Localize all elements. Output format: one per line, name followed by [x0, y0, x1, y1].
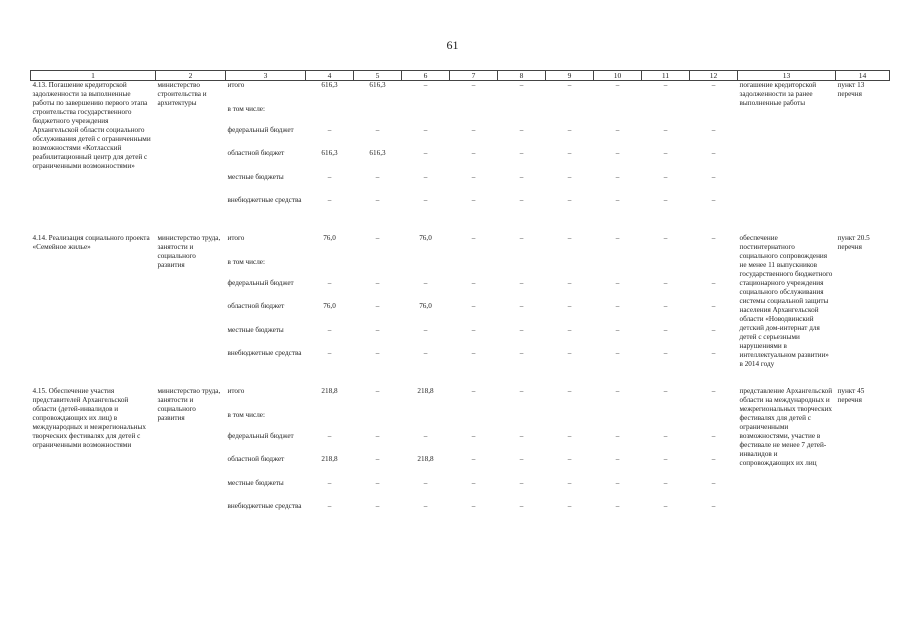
- amount-cell: –: [615, 502, 620, 510]
- amount-cell: –: [567, 279, 572, 287]
- amount-cell: [402, 105, 450, 126]
- amount-cell: –: [615, 326, 620, 334]
- amount-cell: –: [615, 349, 620, 357]
- amount-cell: –: [615, 126, 620, 134]
- funding-source-label: внебюджетные средства: [227, 196, 302, 204]
- amount-cell: –: [519, 349, 524, 357]
- amount-cell: –: [567, 126, 572, 134]
- amount-cell: –: [519, 326, 524, 334]
- amount-cell: –: [423, 81, 428, 89]
- executor-cell: министерство труда, занятости и социального развития: [157, 234, 221, 269]
- amount-cell: –: [567, 326, 572, 334]
- column-header: 12: [690, 71, 738, 81]
- amount-cell: [546, 411, 594, 432]
- amount-cell: –: [471, 326, 476, 334]
- amount-cell: 76,0: [323, 302, 336, 310]
- amount-cell: –: [567, 455, 572, 463]
- amount-cell: –: [423, 196, 428, 204]
- amount-cell: [546, 105, 594, 126]
- amount-cell: [690, 105, 738, 126]
- amount-cell: 616,3: [321, 81, 338, 89]
- amount-cell: –: [471, 126, 476, 134]
- amount-cell: [498, 105, 546, 126]
- funding-source-label: федеральный бюджет: [227, 279, 294, 287]
- amount-cell: –: [375, 173, 380, 181]
- amount-cell: –: [471, 455, 476, 463]
- funding-source-label: в том числе:: [227, 258, 265, 266]
- amount-cell: –: [711, 502, 716, 510]
- amount-cell: –: [519, 234, 524, 242]
- amount-cell: –: [711, 349, 716, 357]
- amount-cell: –: [327, 326, 332, 334]
- funding-source-label: итого: [227, 81, 245, 89]
- funding-source-label: федеральный бюджет: [227, 432, 294, 440]
- amount-cell: 616,3: [369, 81, 386, 89]
- amount-cell: –: [567, 502, 572, 510]
- amount-cell: –: [615, 479, 620, 487]
- amount-cell: –: [327, 349, 332, 357]
- reference-cell: пункт 13 перечня: [837, 81, 865, 98]
- amount-cell: –: [663, 302, 668, 310]
- amount-cell: –: [711, 81, 716, 89]
- amount-cell: [546, 258, 594, 279]
- amount-cell: [402, 258, 450, 279]
- amount-cell: –: [375, 326, 380, 334]
- funding-row: [31, 81, 890, 106]
- amount-cell: –: [711, 173, 716, 181]
- amount-cell: –: [567, 149, 572, 157]
- amount-cell: [642, 258, 690, 279]
- executor-cell: министерство труда, занятости и социального развития: [157, 387, 221, 422]
- amount-cell: –: [615, 196, 620, 204]
- amount-cell: –: [327, 196, 332, 204]
- executor-cell: министерство строительства и архитектуры: [157, 81, 207, 107]
- amount-cell: –: [567, 196, 572, 204]
- amount-cell: –: [711, 126, 716, 134]
- amount-cell: [498, 411, 546, 432]
- funding-source-label: областной бюджет: [227, 149, 285, 157]
- amount-cell: [354, 411, 402, 432]
- amount-cell: –: [663, 432, 668, 440]
- spacer-cell: [31, 373, 890, 387]
- funding-source-label: областной бюджет: [227, 302, 285, 310]
- funding-source-label: местные бюджеты: [227, 173, 284, 181]
- amount-cell: –: [711, 196, 716, 204]
- amount-cell: –: [423, 326, 428, 334]
- result-cell: представление Архангельской области на международных и межрегиональных творческих фестивалях для детей с ограниченными возможностями, участие в фестивале не менее 7 детей-инвалидов и сопровождающих их лиц: [739, 387, 833, 467]
- amount-cell: –: [519, 502, 524, 510]
- amount-cell: –: [519, 81, 524, 89]
- amount-cell: –: [711, 302, 716, 310]
- funding-source-label: внебюджетные средства: [227, 349, 302, 357]
- column-header: 11: [642, 71, 690, 81]
- amount-cell: –: [423, 479, 428, 487]
- amount-cell: –: [615, 279, 620, 287]
- amount-cell: –: [375, 387, 380, 395]
- amount-cell: –: [519, 173, 524, 181]
- amount-cell: 616,3: [369, 149, 386, 157]
- amount-cell: [642, 411, 690, 432]
- amount-cell: –: [519, 126, 524, 134]
- amount-cell: –: [375, 196, 380, 204]
- funding-source-label: в том числе:: [227, 105, 265, 113]
- amount-cell: –: [423, 432, 428, 440]
- amount-cell: –: [375, 279, 380, 287]
- amount-cell: –: [711, 234, 716, 242]
- funding-source-label: местные бюджеты: [227, 326, 284, 334]
- amount-cell: –: [711, 455, 716, 463]
- amount-cell: –: [471, 349, 476, 357]
- amount-cell: –: [519, 279, 524, 287]
- amount-cell: –: [423, 149, 428, 157]
- amount-cell: –: [567, 302, 572, 310]
- amount-cell: –: [615, 455, 620, 463]
- amount-cell: –: [471, 81, 476, 89]
- amount-cell: –: [711, 387, 716, 395]
- measure-cell: 4.13. Погашение кредиторской задолженности за выполненные работы по завершению первого этапа строительства государственного бюджетного учреждения Архангельской области социального обслуживания детей с ограниченными возможностями «Котласский реабилитационный центр для детей с ограниченными возможностями»: [32, 81, 151, 170]
- amount-cell: [498, 258, 546, 279]
- amount-cell: –: [375, 479, 380, 487]
- amount-cell: –: [519, 387, 524, 395]
- amount-cell: [594, 258, 642, 279]
- amount-cell: 76,0: [419, 234, 432, 242]
- amount-cell: –: [327, 502, 332, 510]
- amount-cell: [450, 258, 498, 279]
- budget-table: [30, 70, 890, 526]
- amount-cell: –: [663, 387, 668, 395]
- column-header: 14: [836, 71, 890, 81]
- amount-cell: –: [519, 196, 524, 204]
- amount-cell: –: [471, 234, 476, 242]
- result-cell: обеспечение постинтернатного социального сопровождения не менее 11 выпускников государственного бюджетного стационарного учреждения социального обслуживания системы социальной защиты населения Архангельской области «Новодвинский детский дом-интернат для детей с серьезными нарушениями в интеллектуальном развитии» в 2014 году: [739, 234, 833, 368]
- funding-source-label: итого: [227, 234, 245, 242]
- amount-cell: –: [471, 479, 476, 487]
- amount-cell: –: [615, 149, 620, 157]
- amount-cell: –: [663, 455, 668, 463]
- measure-cell: 4.14. Реализация социального проекта «Семейное жилье»: [32, 234, 150, 251]
- amount-cell: –: [663, 149, 668, 157]
- reference-cell: пункт 45 перечня: [837, 387, 865, 404]
- amount-cell: –: [567, 387, 572, 395]
- amount-cell: –: [375, 126, 380, 134]
- spacer-cell: [31, 220, 890, 234]
- amount-cell: [306, 258, 354, 279]
- amount-cell: –: [567, 349, 572, 357]
- amount-cell: 76,0: [419, 302, 432, 310]
- funding-source-label: местные бюджеты: [227, 479, 284, 487]
- amount-cell: –: [327, 173, 332, 181]
- amount-cell: –: [663, 126, 668, 134]
- amount-cell: –: [711, 279, 716, 287]
- amount-cell: –: [567, 432, 572, 440]
- section-spacer: [31, 373, 890, 387]
- amount-cell: –: [471, 196, 476, 204]
- amount-cell: –: [663, 196, 668, 204]
- amount-cell: –: [615, 173, 620, 181]
- page-number: 61: [446, 38, 459, 52]
- amount-cell: –: [471, 302, 476, 310]
- amount-cell: [594, 105, 642, 126]
- amount-cell: –: [375, 455, 380, 463]
- amount-cell: –: [615, 234, 620, 242]
- amount-cell: [306, 105, 354, 126]
- amount-cell: –: [663, 234, 668, 242]
- amount-cell: –: [375, 502, 380, 510]
- result-cell: погашение кредиторской задолженности за ранее выполненные работы: [739, 81, 817, 107]
- amount-cell: –: [615, 81, 620, 89]
- amount-cell: –: [615, 387, 620, 395]
- amount-cell: [354, 105, 402, 126]
- column-header: 2: [156, 71, 226, 81]
- amount-cell: [450, 411, 498, 432]
- amount-cell: –: [519, 479, 524, 487]
- amount-cell: –: [711, 479, 716, 487]
- column-header: 10: [594, 71, 642, 81]
- amount-cell: [354, 258, 402, 279]
- funding-source-label: внебюджетные средства: [227, 502, 302, 510]
- amount-cell: –: [615, 302, 620, 310]
- amount-cell: –: [519, 455, 524, 463]
- amount-cell: –: [567, 479, 572, 487]
- amount-cell: –: [375, 302, 380, 310]
- amount-cell: –: [711, 326, 716, 334]
- amount-cell: –: [423, 126, 428, 134]
- amount-cell: –: [471, 432, 476, 440]
- amount-cell: –: [663, 502, 668, 510]
- column-header: 6: [402, 71, 450, 81]
- amount-cell: –: [663, 349, 668, 357]
- amount-cell: –: [519, 432, 524, 440]
- amount-cell: –: [327, 432, 332, 440]
- amount-cell: –: [375, 349, 380, 357]
- amount-cell: –: [471, 149, 476, 157]
- amount-cell: 218,8: [321, 387, 338, 395]
- column-header: 8: [498, 71, 546, 81]
- column-header: 13: [738, 71, 836, 81]
- amount-cell: –: [663, 479, 668, 487]
- amount-cell: –: [423, 173, 428, 181]
- column-header: 4: [306, 71, 354, 81]
- column-header: 5: [354, 71, 402, 81]
- amount-cell: 616,3: [321, 149, 338, 157]
- amount-cell: [690, 258, 738, 279]
- amount-cell: [642, 105, 690, 126]
- amount-cell: –: [471, 387, 476, 395]
- column-number-row: [31, 71, 890, 81]
- amount-cell: –: [375, 234, 380, 242]
- amount-cell: –: [423, 349, 428, 357]
- amount-cell: –: [663, 81, 668, 89]
- amount-cell: 218,8: [417, 387, 434, 395]
- amount-cell: [594, 411, 642, 432]
- column-header: 7: [450, 71, 498, 81]
- amount-cell: –: [663, 326, 668, 334]
- amount-cell: –: [567, 81, 572, 89]
- amount-cell: [690, 411, 738, 432]
- measure-cell: 4.15. Обеспечение участия представителей Архангельской области (детей-инвалидов и сопровождающих их лиц) в международных и межрегиональных творческих фестивалях для детей с ограниченными возможностями: [32, 387, 146, 449]
- amount-cell: –: [663, 173, 668, 181]
- amount-cell: 218,8: [417, 455, 434, 463]
- amount-cell: –: [567, 234, 572, 242]
- funding-source-label: федеральный бюджет: [227, 126, 294, 134]
- amount-cell: –: [423, 502, 428, 510]
- column-header: 9: [546, 71, 594, 81]
- amount-cell: 218,8: [321, 455, 338, 463]
- section-spacer: [31, 220, 890, 234]
- funding-source-label: итого: [227, 387, 245, 395]
- amount-cell: –: [375, 432, 380, 440]
- amount-cell: –: [471, 173, 476, 181]
- funding-source-label: в том числе:: [227, 411, 265, 419]
- amount-cell: –: [567, 173, 572, 181]
- amount-cell: [306, 411, 354, 432]
- amount-cell: [450, 105, 498, 126]
- amount-cell: –: [327, 126, 332, 134]
- amount-cell: –: [519, 302, 524, 310]
- amount-cell: 76,0: [323, 234, 336, 242]
- amount-cell: –: [615, 432, 620, 440]
- amount-cell: –: [711, 432, 716, 440]
- amount-cell: –: [519, 149, 524, 157]
- funding-row: [31, 387, 890, 411]
- amount-cell: –: [471, 502, 476, 510]
- amount-cell: –: [663, 279, 668, 287]
- amount-cell: –: [711, 149, 716, 157]
- column-header: 3: [226, 71, 306, 81]
- amount-cell: –: [471, 279, 476, 287]
- amount-cell: –: [327, 479, 332, 487]
- funding-row: [31, 234, 890, 258]
- amount-cell: –: [423, 279, 428, 287]
- amount-cell: –: [327, 279, 332, 287]
- reference-cell: пункт 20.5 перечня: [837, 234, 870, 251]
- amount-cell: [402, 411, 450, 432]
- column-header: 1: [31, 71, 156, 81]
- funding-source-label: областной бюджет: [227, 455, 285, 463]
